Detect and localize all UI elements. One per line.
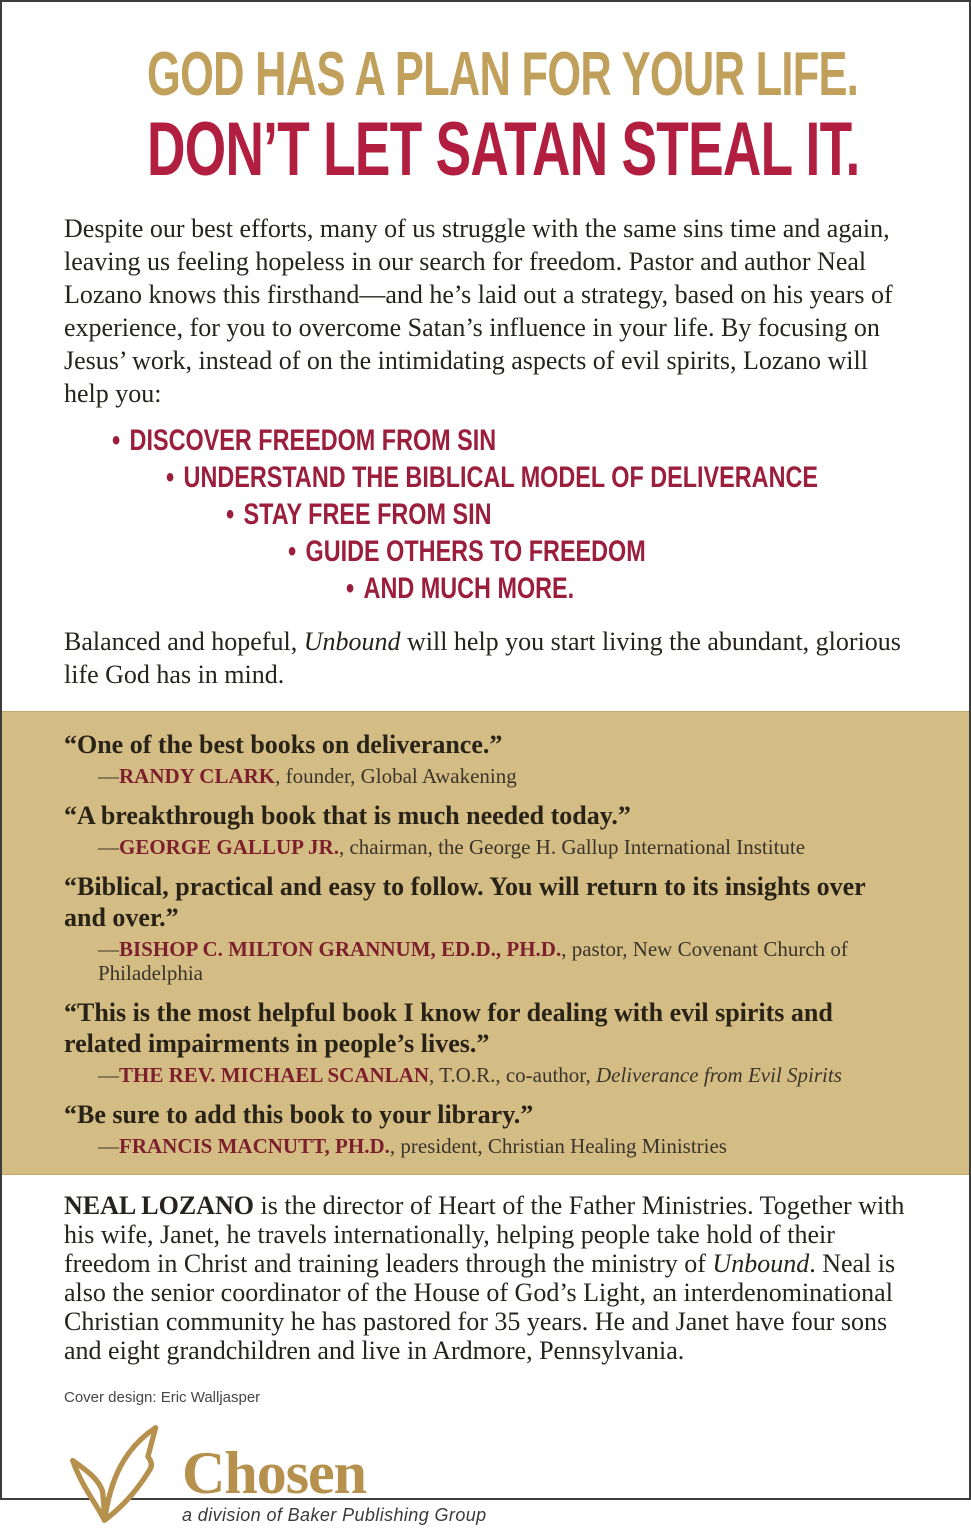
list-item: [226, 496, 757, 533]
chosen-logo-icon: [58, 1420, 178, 1528]
bullet-label: DISCOVER FREEDOM FROM SIN: [129, 424, 497, 457]
quote-attribution: —THE REV. MICHAEL SCANLAN, T.O.R., co-author, Deliverance from Evil Spirits: [98, 1063, 842, 1087]
quote-attribution: —FRANCIS MACNUTT, PH.D., president, Christian Healing Ministries: [98, 1134, 727, 1158]
bullet-icon: [346, 572, 364, 605]
headline-line1: GOD HAS A PLAN FOR YOUR LIFE.: [147, 40, 859, 109]
quote-text: “This is the most helpful book I know for dealing with evil spirits and related impairments in people’s lives.”: [64, 998, 833, 1058]
endorsement: [64, 871, 907, 985]
quote-attribution: —GEORGE GALLUP JR., chairman, the George H. Gallup International Institute: [98, 835, 806, 859]
bullet-label: STAY FREE FROM SIN: [243, 498, 492, 531]
quote-text: “One of the best books on deliverance.”: [64, 730, 503, 759]
quote-text: “A breakthrough book that is much needed today.”: [64, 801, 631, 830]
cover-design-credit: Cover design: Eric Walljasper: [64, 1389, 261, 1406]
list-item: [112, 422, 732, 459]
closing-paragraph: Balanced and hopeful, Unbound will help you start living the abundant, glorious life God has in mind.: [64, 627, 901, 689]
publisher-tagline: a division of Baker Publishing Group: [182, 1505, 487, 1525]
headline-line2: DON’T LET SATAN STEAL IT.: [147, 107, 860, 192]
list-item: [166, 459, 818, 496]
bullet-label: GUIDE OTHERS TO FREEDOM: [305, 535, 646, 568]
bullet-icon: [288, 535, 306, 568]
intro-paragraph: Despite our best efforts, many of us struggle with the same sins time and again, leaving us feeling hopeless in our search for freedom. Pastor and author Neal Lozano knows this firsthand—and he’s laid out a strategy, based on his years of experience, for you to overcome Satan’s influence in your life. By focusing on Jesus’ work, instead of on the intimidating aspects of evil spirits, Lozano will help you:: [64, 214, 893, 408]
benefits-list: [64, 422, 907, 607]
quote-attribution: —BISHOP C. MILTON GRANNUM, ED.D., PH.D., pastor, New Covenant Church of Philadelphia: [98, 937, 848, 985]
bullet-label: UNDERSTAND THE BIBLICAL MODEL OF DELIVERANCE: [183, 461, 818, 494]
bullet-icon: [112, 424, 130, 457]
bullet-icon: [166, 461, 184, 494]
publisher-text: [182, 1440, 487, 1528]
quote-attribution: —RANDY CLARK, founder, Global Awakening: [98, 764, 517, 788]
bullet-label: AND MUCH MORE.: [363, 572, 575, 605]
endorsement: [64, 1099, 907, 1158]
headline: [2, 2, 969, 192]
quote-text: “Biblical, practical and easy to follow. You will return to its insights over and over.”: [64, 872, 866, 932]
bullet-icon: [226, 498, 244, 531]
publisher-logo: [58, 1420, 969, 1528]
endorsement: [64, 800, 907, 859]
list-item: [346, 570, 784, 607]
endorsement: [64, 729, 907, 788]
publisher-name: Chosen: [182, 1440, 367, 1506]
endorsements-section: [2, 711, 969, 1175]
author-bio: NEAL LOZANO is the director of Heart of the Father Ministries. Together with his wife, Janet, he travels internationally, helping people take hold of their freedom in Christ and training leaders through the ministry of Unbound. Neal is also the senior coordinator of the House of God’s Light, an interdenominational Christian community he has pastored for 35 years. He and Janet have four sons and eight grandchildren and live in Ardmore, Pennsylvania.: [64, 1191, 905, 1365]
quote-text: “Be sure to add this book to your library.”: [64, 1100, 534, 1129]
list-item: [288, 533, 771, 570]
endorsement: [64, 997, 907, 1087]
